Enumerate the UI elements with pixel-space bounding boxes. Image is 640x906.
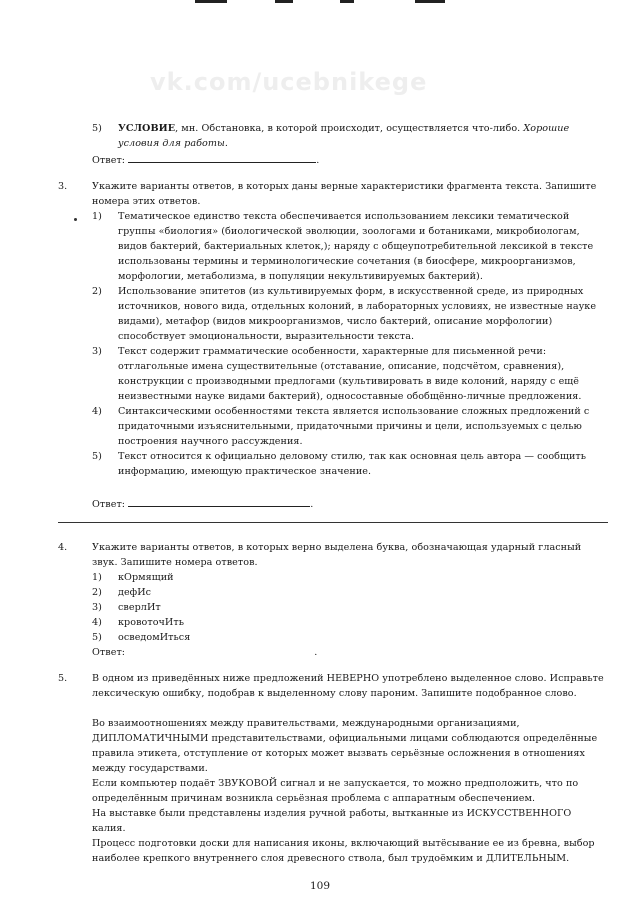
- q4-option-text: кОрмящий: [118, 572, 174, 583]
- q3-option-number: 3): [92, 346, 102, 357]
- q4-option-number: 3): [92, 602, 102, 613]
- q3-option-number: 4): [92, 406, 102, 417]
- q3-option-text: Использование эпитетов (из культивируемых форм, в искусственной среде, из природных источников, нового вида, отдельных колоний, в лабораторных условиях, не известные науке видами), метафор (видов микроорганизмов, число бактерий, описание морфологии) способствует эмоциональности, выразительности текста.: [118, 286, 597, 342]
- q4-option-number: 1): [92, 572, 102, 583]
- q3-option-number: 1): [92, 211, 102, 222]
- q2-item5-definition: [118, 121, 608, 151]
- q5-sentence-3: На выставке были представлены изделия ручной работы, вытканные из ИСКУССТВЕННОГО калия.: [92, 808, 572, 834]
- q5-number: 5.: [58, 673, 68, 684]
- q4-answer-label: Ответ:: [92, 647, 126, 658]
- q2-answer-label: Ответ:: [92, 155, 126, 166]
- section-divider: [58, 522, 608, 523]
- q2-item5-number: 5): [92, 123, 102, 134]
- q4-option-3: [92, 600, 418, 615]
- watermark: vk.com/ucebnikege: [150, 68, 428, 96]
- q4-option-4: [92, 615, 418, 630]
- q4-answer: Ответ: .: [92, 647, 318, 658]
- q3-intro: Укажите варианты ответов, в которых даны верные характеристики фрагмента текста. Запишите номера этих ответов.: [92, 181, 597, 207]
- q2-answer-line[interactable]: [128, 152, 316, 163]
- q3-answer-label: Ответ:: [92, 499, 126, 510]
- q4-options: [92, 570, 418, 645]
- q3-option-number: 2): [92, 286, 102, 297]
- q5-sentences: [92, 716, 608, 866]
- q4-option-number: 2): [92, 587, 102, 598]
- q4-option-5: [92, 630, 418, 645]
- q4-option-list: [92, 570, 418, 645]
- q3-options: [92, 209, 608, 479]
- q4-option-text: дефИс: [118, 587, 152, 598]
- q4-option-2: [92, 585, 418, 600]
- q3-option-list: [92, 209, 608, 479]
- q4-option-number: 4): [92, 617, 102, 628]
- q3-option-2: [92, 284, 608, 344]
- q3-option-5: [92, 449, 608, 479]
- q4-option-1: [92, 570, 418, 585]
- page-number: 109: [309, 880, 331, 892]
- q4-option-number: 5): [92, 632, 102, 643]
- margin-mark: [74, 218, 77, 221]
- q4-option-text: осведомИться: [118, 632, 191, 643]
- q5-sentence-4: Процесс подготовки доски для написания иконы, включающий вытёсывание ее из бревна, выбор наиболее крепкого внутреннего слоя древесного ствола, был трудоёмким и ДЛИТЕЛЬНЫМ.: [92, 838, 595, 864]
- q4-intro: Укажите варианты ответов, в которых верно выделена буква, обозначающая ударный гласный звук. Запишите номера ответов.: [92, 542, 582, 568]
- q3-option-text: Текст относится к официально деловому стилю, так как основная цель автора — сообщить информацию, имеющую практическое значение.: [118, 451, 587, 477]
- q3-option-number: 5): [92, 451, 102, 462]
- q3-option-4: [92, 404, 608, 449]
- q4-option-text: сверлИт: [118, 602, 161, 613]
- q3-option-text: Текст содержит грамматические особенности, характерные для письменной речи: отглагольные имена существительные (отставание, описание, подсчётом, сравнения), конструкции с производными предлогами (культивировать в виде колоний, наряду с ещё неизвестными науке видами бактерий), односоставные обобщённо-личные предложения.: [118, 346, 582, 402]
- q5-intro: В одном из приведённых ниже предложений НЕВЕРНО употреблено выделенное слово. Исправьте лексическую ошибку, подобрав к выделенному слову пароним. Запишите подобранное слово.: [92, 673, 604, 699]
- q3-number: 3.: [58, 181, 68, 192]
- q2-item5-example: Хорошие условия для работы.: [118, 123, 570, 149]
- q3-answer-line[interactable]: [128, 496, 310, 507]
- q4-number: 4.: [58, 542, 68, 553]
- q3-option-1: [92, 209, 608, 284]
- q5-sentence-2: Если компьютер подаёт ЗВУКОВОЙ сигнал и не запускается, то можно предположить, что по определённым причинам возникла серьёзная проблема с аппаратным обеспечением.: [92, 778, 579, 804]
- q2-answer: Ответ: .: [92, 152, 332, 168]
- q2-item5-word: УСЛОВИЕ: [118, 123, 176, 134]
- q3-option-text: Тематическое единство текста обеспечивается использованием лексики тематической группы «биология» (биологической эволюции, зоологами и ботаниками, микробиологам, видов бактерий, бактериальных клеток,); наряду с общеупотребительной лексикой в тексте использованы термины и терминологические сочетания (в биосфере, микроорганизмов, морфологии, метаболизма, в популяции некультивируемых бактерий).: [118, 211, 594, 282]
- q2-item5-text: , мн. Обстановка, в которой происходит, осуществляется что-либо.: [175, 123, 521, 134]
- q4-option-text: кровоточИть: [118, 617, 184, 628]
- q3-option-3: [92, 344, 608, 404]
- scan-top-marks: [0, 0, 640, 6]
- q3-answer: Ответ: .: [92, 496, 332, 512]
- q5-sentence-1: Во взаимоотношениях между правительствами, международными организациями, ДИПЛОМАТИЧНЫМИ представительствами, официальными лицами соблюдаются определённые правила этикета, отступление от которых может вызвать серьёзные осложнения в отношениях между государствами.: [92, 718, 598, 774]
- q3-option-text: Синтаксическими особенностями текста является использование сложных предложений с придаточными изъяснительными, придаточными причины и цели, используемых с целью построения научного рассуждения.: [118, 406, 590, 447]
